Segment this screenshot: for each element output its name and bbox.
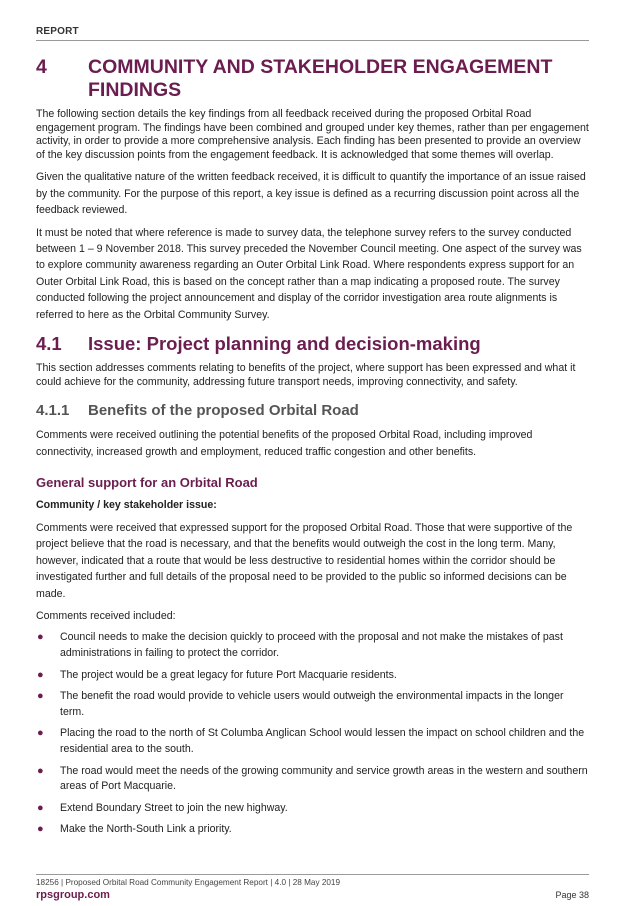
list-item: ● The benefit the road would provide to vehicle users would outweigh the environmental impacts in the longer term. [37, 690, 564, 718]
list-item: ● Placing the road to the north of St Columba Anglican School would lessen the impact on school children and the residential area to the south. [37, 727, 585, 756]
report-body [36, 108, 589, 844]
list-item: ● Council needs to make the decision quickly to proceed with the proposal and not make the mistakes of past administrations in failing to protect the corridor. [37, 631, 563, 660]
subsubsection-paragraph: Comments were received outlining the potential benefits of the proposed Orbital Road, including improved connectivity, increased growth and employment, reduced traffic congestion and other benefits. [36, 429, 533, 458]
subsection-title: Issue: Project planning and decision-making [88, 333, 481, 355]
bullet-icon: ● [37, 764, 44, 777]
subsubsection-number: 4.1.1 [36, 402, 70, 420]
section-number: 4 [36, 56, 47, 78]
list-item: ● Extend Boundary Street to join the new highway. [36, 801, 589, 817]
intro-paragraph-1: The following section details the key findings from all feedback received during the proposed Orbital Road engagement program. The findings have been combined and grouped under key themes, rather than per engagement activity, in order to provide a more comprehensive analysis. Each finding has been presented to provide an overview of the key discussion points from the engagement feedback. It is acknowledged that some themes will overlap. [36, 108, 589, 161]
topic-paragraph: Comments were received that expressed support for the proposed Orbital Road. Those that were supportive of the project believe that the road is necessary, and that the benefits would outweigh the cost in the long term. Many, however, indicated that a route that would be less destructive to residential homes within the corridor should be investigated further and full details of the proposal need to be provided to the public so informed decisions can be made. [36, 522, 573, 600]
subsection-heading [36, 333, 589, 355]
page-number: Page 38 [555, 890, 589, 900]
bullet-icon: ● [37, 801, 44, 814]
subsubsection-title: Benefits of the proposed Orbital Road [88, 402, 359, 420]
footer-divider [36, 874, 589, 875]
bullet-icon: ● [37, 668, 44, 681]
intro-paragraph-3: It must be noted that where reference is made to survey data, the telephone survey refers to the survey conducted between 1 – 9 November 2018. This survey preceded the November Council meeting. One aspect of the survey was to explore community awareness regarding an Outer Orbital Link Road. Where respondents express support for an Outer Orbital Link Road, this is based on the concept rather than a map indicating a proposed route. The survey conducted following the project announcement and display of the corridor investigation area route alignments is referred to here as the Orbital Community Survey. [36, 226, 582, 321]
comments-intro: Comments received included: [36, 610, 176, 623]
subsection-paragraph: This section addresses comments relating to benefits of the project, where support has been expressed and what it could achieve for the community, addressing future transport needs, improving connectivity, and safety. [36, 362, 576, 388]
footer-document-info: 18256 | Proposed Orbital Road Community Engagement Report | 4.0 | 28 May 2019 [36, 878, 341, 887]
bullet-icon: ● [37, 631, 44, 644]
report-header-label: REPORT [36, 26, 79, 37]
bullet-icon: ● [37, 727, 44, 740]
bullet-icon: ● [37, 823, 44, 836]
intro-paragraph-2: Given the qualitative nature of the written feedback received, it is difficult to quantify the importance of an issue raised by the community. For the purpose of this report, a key issue is defined as a recurring discussion point across all the feedback reviewed. [36, 171, 586, 217]
list-item: ● The road would meet the needs of the growing community and service growth areas in the western and southern areas of Port Macquarie. [37, 764, 588, 793]
section-title: COMMUNITY AND STAKEHOLDER ENGAGEMENT FINDINGS [88, 56, 553, 101]
issue-label: Community / key stakeholder issue: [36, 499, 217, 512]
subsection-number: 4.1 [36, 333, 62, 355]
header-divider [36, 40, 589, 41]
list-item: ● The project would be a great legacy for future Port Macquarie residents. [36, 668, 589, 684]
section-heading [36, 56, 589, 102]
bullet-icon: ● [37, 690, 44, 703]
subsubsection-heading [36, 401, 589, 421]
topic-heading: General support for an Orbital Road [36, 475, 258, 491]
list-item: ● Make the North-South Link a priority. [36, 822, 589, 838]
footer-website-link[interactable]: rpsgroup.com [36, 889, 110, 901]
comments-list [36, 630, 589, 838]
